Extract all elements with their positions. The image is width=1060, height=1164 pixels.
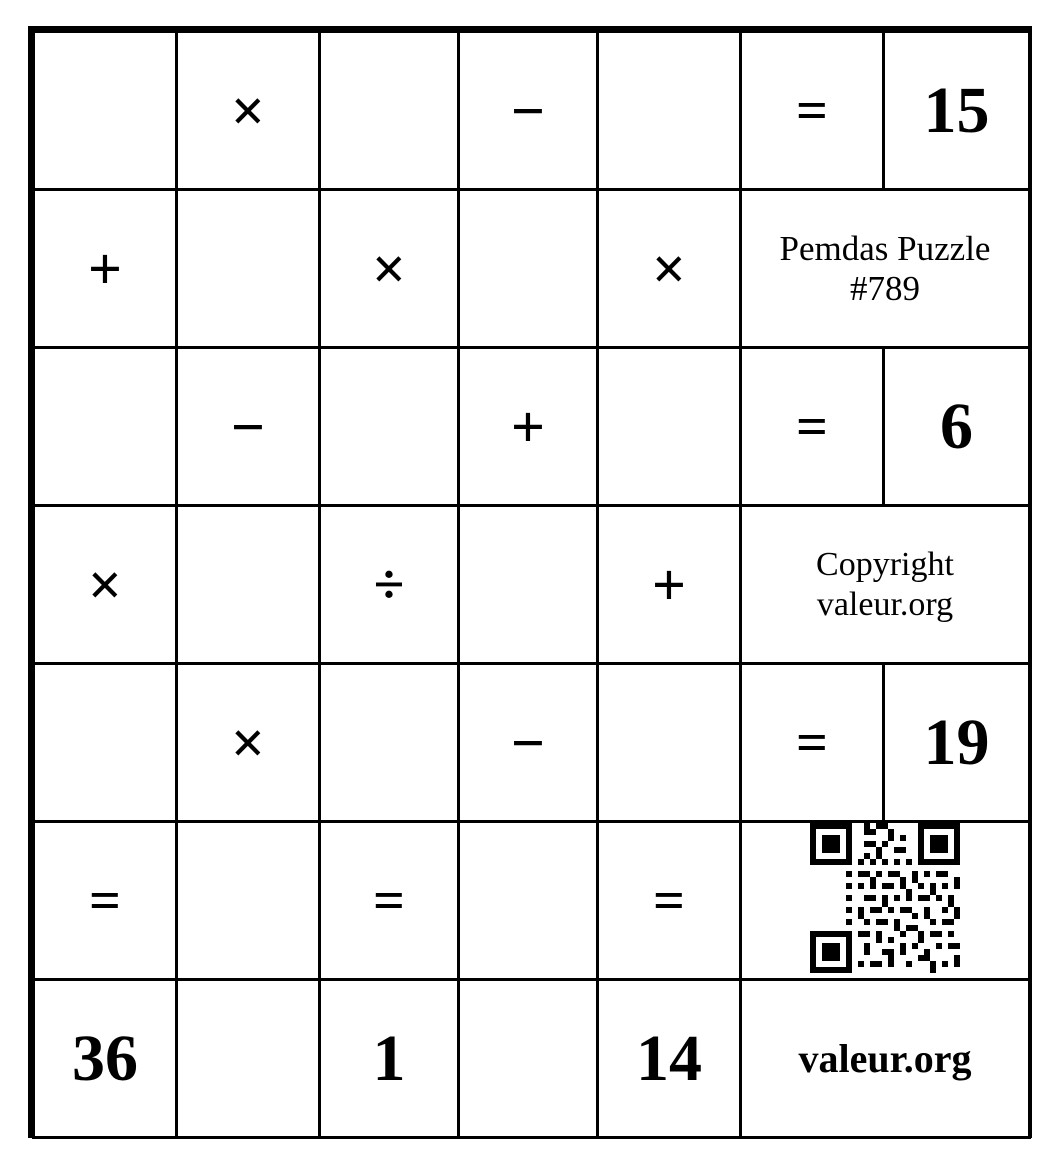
cell-equals-r6c1: =	[34, 822, 177, 980]
cell-column-result-c5: 14	[598, 980, 741, 1138]
cell-shaded-r2c4	[459, 190, 598, 348]
cell-operand-r3c1[interactable]	[34, 348, 177, 506]
cell-result-r3: 6	[884, 348, 1030, 506]
cell-shaded-r2c2	[177, 190, 320, 348]
puzzle-row-4	[34, 506, 1030, 664]
puzzle-title	[741, 190, 1030, 348]
cell-column-result-c1: 36	[34, 980, 177, 1138]
cell-equals-r6c5: =	[598, 822, 741, 980]
pemdas-puzzle-grid	[28, 26, 1032, 1138]
qr-code-cell	[741, 822, 1030, 980]
cell-result-r5: 19	[884, 664, 1030, 822]
copyright-line1: Copyright	[816, 546, 954, 584]
cell-operator-r5c2: ×	[177, 664, 320, 822]
cell-operand-r5c3[interactable]	[320, 664, 459, 822]
cell-operator-r2c5: ×	[598, 190, 741, 348]
cell-operator-r4c3: ÷	[320, 506, 459, 664]
cell-equals-r3: =	[741, 348, 884, 506]
qr-code-icon	[810, 823, 960, 973]
puzzle-row-7	[34, 980, 1030, 1138]
cell-operator-r1c2: ×	[177, 32, 320, 190]
cell-operand-r3c3[interactable]	[320, 348, 459, 506]
cell-shaded-r7c4	[459, 980, 598, 1138]
cell-operand-r3c5[interactable]	[598, 348, 741, 506]
cell-operator-r4c5: +	[598, 506, 741, 664]
cell-equals-r5: =	[741, 664, 884, 822]
puzzle-title-line2: #789	[850, 268, 920, 308]
puzzle-table	[32, 30, 1031, 1139]
brand-label[interactable]: valeur.org	[741, 980, 1030, 1138]
cell-shaded-r6c4	[459, 822, 598, 980]
cell-operand-r1c3[interactable]	[320, 32, 459, 190]
cell-result-r1: 15	[884, 32, 1030, 190]
cell-operand-r1c5[interactable]	[598, 32, 741, 190]
puzzle-row-1	[34, 32, 1030, 190]
copyright-notice	[741, 506, 1030, 664]
puzzle-title-line1: Pemdas Puzzle	[779, 229, 991, 269]
cell-operator-r5c4: −	[459, 664, 598, 822]
cell-operator-r3c2: −	[177, 348, 320, 506]
cell-operator-r1c4: −	[459, 32, 598, 190]
cell-operand-r5c5[interactable]	[598, 664, 741, 822]
puzzle-row-5	[34, 664, 1030, 822]
cell-equals-r6c3: =	[320, 822, 459, 980]
cell-operator-r4c1: ×	[34, 506, 177, 664]
puzzle-row-6	[34, 822, 1030, 980]
cell-equals-r1: =	[741, 32, 884, 190]
cell-shaded-r4c4	[459, 506, 598, 664]
cell-operand-r5c1[interactable]	[34, 664, 177, 822]
cell-operator-r2c3: ×	[320, 190, 459, 348]
cell-operator-r3c4: +	[459, 348, 598, 506]
cell-operand-r1c1[interactable]	[34, 32, 177, 190]
cell-column-result-c3: 1	[320, 980, 459, 1138]
cell-shaded-r7c2	[177, 980, 320, 1138]
puzzle-row-2	[34, 190, 1030, 348]
cell-operator-r2c1: +	[34, 190, 177, 348]
copyright-line2: valeur.org	[816, 585, 954, 623]
puzzle-row-3	[34, 348, 1030, 506]
cell-shaded-r4c2	[177, 506, 320, 664]
cell-shaded-r6c2	[177, 822, 320, 980]
